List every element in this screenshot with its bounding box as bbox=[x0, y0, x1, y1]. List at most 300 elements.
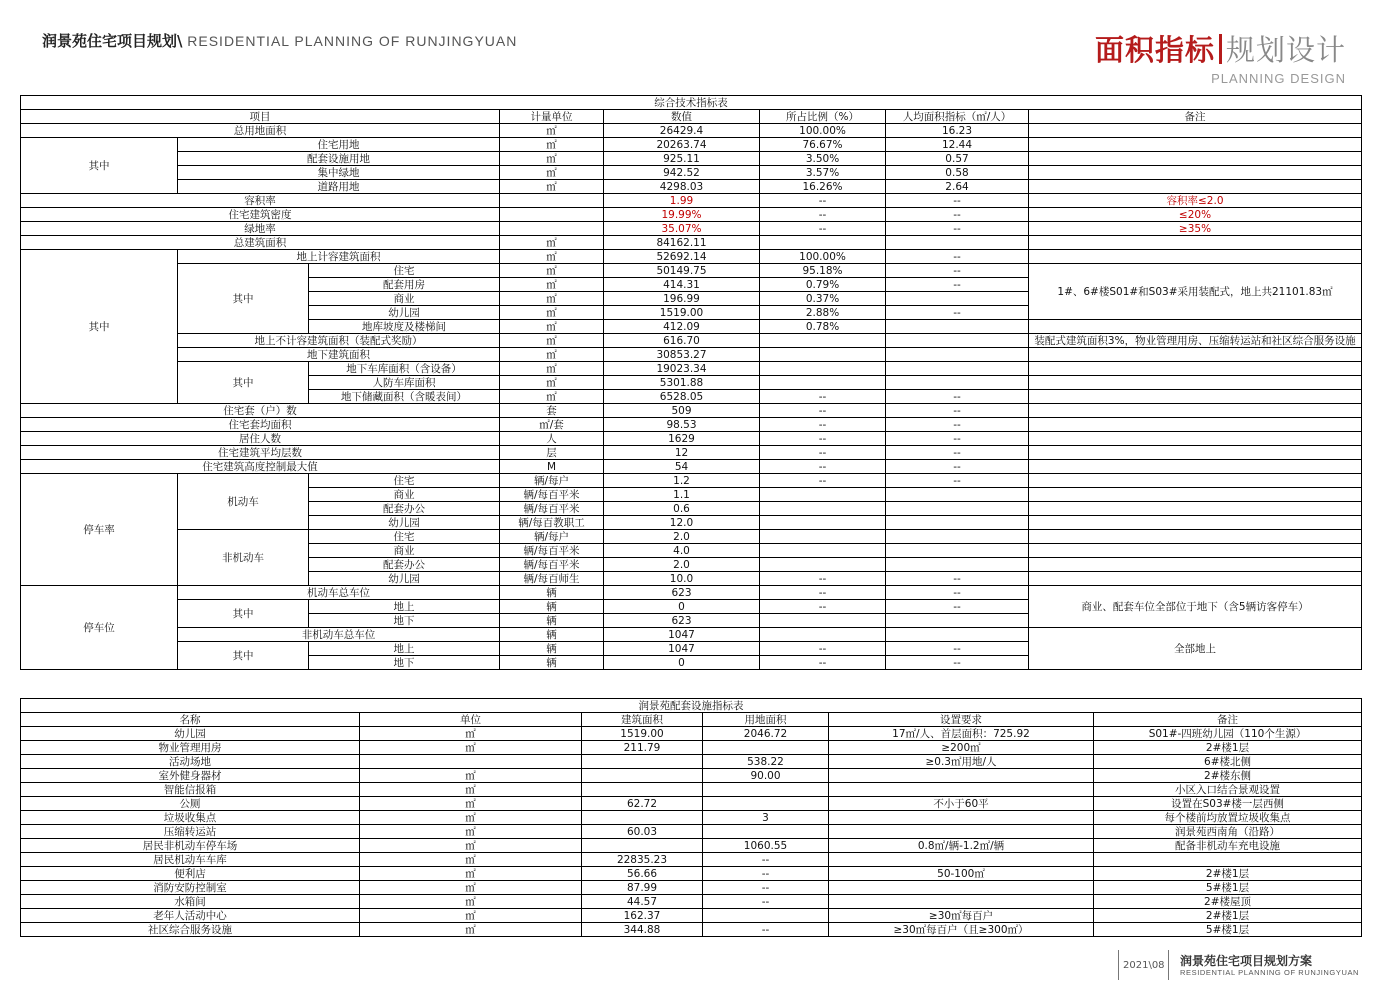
table-row bbox=[21, 769, 1362, 783]
cell: 容积率 bbox=[21, 194, 500, 208]
cell bbox=[1029, 572, 1362, 586]
table-row bbox=[21, 895, 1362, 909]
col-header: 人均面积指标（㎡/人） bbox=[886, 110, 1029, 124]
cell: -- bbox=[703, 923, 829, 937]
cell: 509 bbox=[604, 404, 760, 418]
cell bbox=[886, 376, 1029, 390]
cell: 消防安防控制室 bbox=[21, 881, 360, 895]
cell: 26429.4 bbox=[604, 124, 760, 138]
col-header: 数值 bbox=[604, 110, 760, 124]
tech-index-table bbox=[20, 95, 1362, 670]
cell bbox=[1029, 348, 1362, 362]
cell: 5#楼1层 bbox=[1094, 881, 1362, 895]
cell bbox=[760, 236, 886, 250]
page-title-cn: 润景苑住宅项目规划\ bbox=[42, 32, 183, 50]
cell bbox=[1029, 516, 1362, 530]
cell: -- bbox=[760, 460, 886, 474]
note-cell: 全部地上 bbox=[1029, 628, 1362, 670]
cell: 辆/每户 bbox=[500, 530, 604, 544]
cell bbox=[1029, 376, 1362, 390]
cell bbox=[1029, 544, 1362, 558]
table-row bbox=[21, 236, 1362, 250]
cell: -- bbox=[760, 194, 886, 208]
cell bbox=[760, 530, 886, 544]
cell: ㎡ bbox=[500, 236, 604, 250]
table-row bbox=[21, 432, 1362, 446]
cell bbox=[582, 769, 703, 783]
cell bbox=[760, 362, 886, 376]
cell: 道路用地 bbox=[178, 180, 500, 194]
table-row bbox=[21, 811, 1362, 825]
footer-divider bbox=[1168, 950, 1169, 980]
cell bbox=[886, 544, 1029, 558]
cell: 50-100㎡ bbox=[829, 867, 1094, 881]
cell: 辆/每百平米 bbox=[500, 558, 604, 572]
group-label: 其中 bbox=[178, 600, 309, 628]
cell: 配套办公 bbox=[309, 558, 500, 572]
cell: 商业 bbox=[309, 488, 500, 502]
cell: 总建筑面积 bbox=[21, 236, 500, 250]
cell: S01#-四班幼儿园（110个生源） bbox=[1094, 727, 1362, 741]
tech-index-table-wrap bbox=[20, 95, 1361, 670]
cell: 润景苑西南角（沿路） bbox=[1094, 825, 1362, 839]
cell: 辆 bbox=[500, 614, 604, 628]
cell bbox=[886, 292, 1029, 306]
group-label: 停车位 bbox=[21, 586, 178, 670]
cell: 住宅建筑平均层数 bbox=[21, 446, 500, 460]
cell: ㎡ bbox=[500, 278, 604, 292]
cell: 配套设施用地 bbox=[178, 152, 500, 166]
cell: 每个楼前均放置垃圾收集点 bbox=[1094, 811, 1362, 825]
cell: 2#楼1层 bbox=[1094, 741, 1362, 755]
table-caption: 综合技术指标表 bbox=[21, 96, 1362, 110]
cell bbox=[1029, 488, 1362, 502]
cell: 22835.23 bbox=[582, 853, 703, 867]
cell bbox=[1094, 853, 1362, 867]
cell: 住宅 bbox=[309, 474, 500, 488]
cell: ㎡/套 bbox=[500, 418, 604, 432]
cell: 辆/每户 bbox=[500, 474, 604, 488]
table-row bbox=[21, 825, 1362, 839]
cell: 4298.03 bbox=[604, 180, 760, 194]
cell: 0 bbox=[604, 656, 760, 670]
cell: 538.22 bbox=[703, 755, 829, 769]
brand-en: PLANNING DESIGN bbox=[1211, 71, 1346, 86]
cell: -- bbox=[886, 250, 1029, 264]
cell: 196.99 bbox=[604, 292, 760, 306]
table-row bbox=[21, 839, 1362, 853]
cell: 辆/每百师生 bbox=[500, 572, 604, 586]
cell: 414.31 bbox=[604, 278, 760, 292]
cell: ≤20% bbox=[1029, 208, 1362, 222]
cell bbox=[582, 783, 703, 797]
cell bbox=[703, 825, 829, 839]
cell: 公厕 bbox=[21, 797, 360, 811]
cell bbox=[886, 488, 1029, 502]
cell: -- bbox=[886, 460, 1029, 474]
cell: 配套用房 bbox=[309, 278, 500, 292]
cell: 0.8㎡/辆-1.2㎡/辆 bbox=[829, 839, 1094, 853]
cell: ≥35% bbox=[1029, 222, 1362, 236]
cell: 室外健身器材 bbox=[21, 769, 360, 783]
cell bbox=[886, 516, 1029, 530]
brand-red: 面积指标 bbox=[1094, 33, 1215, 67]
cell: -- bbox=[760, 446, 886, 460]
cell bbox=[1029, 558, 1362, 572]
cell bbox=[1029, 530, 1362, 544]
cell: -- bbox=[703, 881, 829, 895]
cell: 1519.00 bbox=[582, 727, 703, 741]
cell: 44.57 bbox=[582, 895, 703, 909]
cell bbox=[1029, 418, 1362, 432]
cell bbox=[703, 909, 829, 923]
col-header: 备注 bbox=[1094, 713, 1362, 727]
cell bbox=[760, 628, 886, 642]
cell: -- bbox=[886, 656, 1029, 670]
page-title-en: RESIDENTIAL PLANNING OF RUNJINGYUAN bbox=[187, 33, 518, 49]
table-row bbox=[21, 755, 1362, 769]
cell: ㎡ bbox=[500, 264, 604, 278]
cell: -- bbox=[760, 600, 886, 614]
cell: 90.00 bbox=[703, 769, 829, 783]
table-row bbox=[21, 881, 1362, 895]
col-header: 项目 bbox=[21, 110, 500, 124]
cell: 地下 bbox=[309, 656, 500, 670]
cell: 住宅套均面积 bbox=[21, 418, 500, 432]
table-header bbox=[21, 713, 1362, 727]
cell: 19.99% bbox=[604, 208, 760, 222]
cell: -- bbox=[886, 278, 1029, 292]
table-row bbox=[21, 348, 1362, 362]
cell: 辆 bbox=[500, 586, 604, 600]
cell: 100.00% bbox=[760, 250, 886, 264]
table-row bbox=[21, 166, 1362, 180]
cell: -- bbox=[760, 656, 886, 670]
cell: -- bbox=[886, 572, 1029, 586]
table-row bbox=[21, 628, 1362, 642]
cell: 水箱间 bbox=[21, 895, 360, 909]
cell: 2.0 bbox=[604, 558, 760, 572]
cell: ㎡ bbox=[500, 152, 604, 166]
cell: 344.88 bbox=[582, 923, 703, 937]
cell: -- bbox=[760, 390, 886, 404]
table-row bbox=[21, 727, 1362, 741]
cell: 居民非机动车停车场 bbox=[21, 839, 360, 853]
table-row bbox=[21, 404, 1362, 418]
facility-table-body bbox=[21, 727, 1362, 937]
cell: 16.23 bbox=[886, 124, 1029, 138]
group-label: 停车率 bbox=[21, 474, 178, 586]
cell bbox=[886, 320, 1029, 334]
cell: 辆 bbox=[500, 642, 604, 656]
cell: 2046.72 bbox=[703, 727, 829, 741]
cell: 0 bbox=[604, 600, 760, 614]
table-caption: 润景苑配套设施指标表 bbox=[21, 699, 1362, 713]
cell: 62.72 bbox=[582, 797, 703, 811]
cell bbox=[500, 222, 604, 236]
cell: 小区入口结合景观设置 bbox=[1094, 783, 1362, 797]
page-title bbox=[42, 30, 517, 51]
cell bbox=[1029, 138, 1362, 152]
cell: 老年人活动中心 bbox=[21, 909, 360, 923]
cell: -- bbox=[886, 446, 1029, 460]
cell: -- bbox=[703, 895, 829, 909]
cell: 1047 bbox=[604, 628, 760, 642]
cell bbox=[886, 530, 1029, 544]
cell: 容积率≤2.0 bbox=[1029, 194, 1362, 208]
cell: 幼儿园 bbox=[309, 572, 500, 586]
cell: 地上 bbox=[309, 642, 500, 656]
cell: 商业 bbox=[309, 544, 500, 558]
cell bbox=[500, 194, 604, 208]
cell bbox=[582, 811, 703, 825]
cell: -- bbox=[760, 474, 886, 488]
cell: 压缩转运站 bbox=[21, 825, 360, 839]
cell bbox=[1029, 236, 1362, 250]
cell: 智能信报箱 bbox=[21, 783, 360, 797]
cell: 地下 bbox=[309, 614, 500, 628]
note-cell: 1#、6#楼S01#和S03#采用装配式，地上共21101.83㎡ bbox=[1029, 264, 1362, 320]
cell: -- bbox=[703, 853, 829, 867]
table-row bbox=[21, 474, 1362, 488]
cell: 活动场地 bbox=[21, 755, 360, 769]
cell bbox=[886, 362, 1029, 376]
table-row bbox=[21, 530, 1362, 544]
cell: -- bbox=[886, 642, 1029, 656]
cell bbox=[760, 348, 886, 362]
table-row bbox=[21, 362, 1362, 376]
cell: -- bbox=[886, 222, 1029, 236]
cell: 居住人数 bbox=[21, 432, 500, 446]
cell: 绿地率 bbox=[21, 222, 500, 236]
table-row bbox=[21, 741, 1362, 755]
cell bbox=[886, 502, 1029, 516]
cell: ㎡ bbox=[360, 881, 582, 895]
brand-gray: 规划设计 bbox=[1225, 33, 1346, 67]
cell bbox=[760, 558, 886, 572]
cell: ㎡ bbox=[360, 783, 582, 797]
cell: -- bbox=[703, 867, 829, 881]
cell: -- bbox=[886, 474, 1029, 488]
cell: 616.70 bbox=[604, 334, 760, 348]
cell: 942.52 bbox=[604, 166, 760, 180]
cell: 地下储藏面积（含暖表间） bbox=[309, 390, 500, 404]
table-header bbox=[21, 110, 1362, 124]
cell: 20263.74 bbox=[604, 138, 760, 152]
cell: ㎡ bbox=[360, 825, 582, 839]
cell: 住宅 bbox=[309, 264, 500, 278]
cell: ㎡ bbox=[360, 727, 582, 741]
cell: 50149.75 bbox=[604, 264, 760, 278]
cell: 0.79% bbox=[760, 278, 886, 292]
cell: 辆 bbox=[500, 628, 604, 642]
cell: ㎡ bbox=[360, 853, 582, 867]
cell: ≥200㎡ bbox=[829, 741, 1094, 755]
cell: 幼儿园 bbox=[309, 306, 500, 320]
cell: 人 bbox=[500, 432, 604, 446]
cell: 商业 bbox=[309, 292, 500, 306]
cell bbox=[703, 783, 829, 797]
table-row bbox=[21, 194, 1362, 208]
group-label: 其中 bbox=[178, 362, 309, 404]
cell: -- bbox=[886, 418, 1029, 432]
cell: 35.07% bbox=[604, 222, 760, 236]
cell bbox=[1029, 250, 1362, 264]
cell: -- bbox=[760, 418, 886, 432]
cell: ㎡ bbox=[500, 138, 604, 152]
cell: -- bbox=[886, 194, 1029, 208]
cell bbox=[1029, 180, 1362, 194]
cell: 住宅建筑高度控制最大值 bbox=[21, 460, 500, 474]
cell bbox=[1029, 432, 1362, 446]
cell: 2.0 bbox=[604, 530, 760, 544]
cell: -- bbox=[886, 404, 1029, 418]
cell bbox=[703, 797, 829, 811]
cell: ㎡ bbox=[360, 839, 582, 853]
cell: ㎡ bbox=[500, 166, 604, 180]
cell: 1047 bbox=[604, 642, 760, 656]
cell bbox=[500, 208, 604, 222]
cell: 辆 bbox=[500, 600, 604, 614]
cell: ㎡ bbox=[360, 895, 582, 909]
cell: M bbox=[500, 460, 604, 474]
cell bbox=[1029, 502, 1362, 516]
table-row bbox=[21, 152, 1362, 166]
table-row bbox=[21, 138, 1362, 152]
table-row bbox=[21, 250, 1362, 264]
col-header: 计量单位 bbox=[500, 110, 604, 124]
cell bbox=[703, 741, 829, 755]
cell: 居民机动车车库 bbox=[21, 853, 360, 867]
cell bbox=[886, 628, 1029, 642]
cell: 配备非机动车充电设施 bbox=[1094, 839, 1362, 853]
cell: 6#楼北侧 bbox=[1094, 755, 1362, 769]
cell: ㎡ bbox=[500, 348, 604, 362]
cell: 不小于60平 bbox=[829, 797, 1094, 811]
cell bbox=[829, 895, 1094, 909]
cell bbox=[760, 502, 886, 516]
cell: ㎡ bbox=[360, 769, 582, 783]
cell: 0.37% bbox=[760, 292, 886, 306]
table-row bbox=[21, 418, 1362, 432]
group-label: 机动车 bbox=[178, 474, 309, 530]
cell: 623 bbox=[604, 614, 760, 628]
cell bbox=[1029, 166, 1362, 180]
cell: 162.37 bbox=[582, 909, 703, 923]
cell bbox=[829, 881, 1094, 895]
cell: 100.00% bbox=[760, 124, 886, 138]
cell: 地上不计容建筑面积（装配式奖励） bbox=[178, 334, 500, 348]
cell: 套 bbox=[500, 404, 604, 418]
table-row bbox=[21, 909, 1362, 923]
footer-date: 2021\08 bbox=[1123, 960, 1165, 971]
cell: 装配式建筑面积3%，物业管理用房、压缩转运站和社区综合服务设施 bbox=[1029, 334, 1362, 348]
cell: 4.0 bbox=[604, 544, 760, 558]
table-row bbox=[21, 208, 1362, 222]
cell: ㎡ bbox=[360, 867, 582, 881]
cell: 非机动车总车位 bbox=[178, 628, 500, 642]
cell: 层 bbox=[500, 446, 604, 460]
cell: ㎡ bbox=[500, 362, 604, 376]
cell: 5#楼1层 bbox=[1094, 923, 1362, 937]
cell: 623 bbox=[604, 586, 760, 600]
cell: 17㎡/人、首层面积：725.92 bbox=[829, 727, 1094, 741]
cell: 地库坡度及楼梯间 bbox=[309, 320, 500, 334]
cell: -- bbox=[760, 222, 886, 236]
cell: 幼儿园 bbox=[309, 516, 500, 530]
cell bbox=[829, 769, 1094, 783]
table-row bbox=[21, 853, 1362, 867]
cell: -- bbox=[886, 390, 1029, 404]
cell: ㎡ bbox=[360, 741, 582, 755]
group-label: 其中 bbox=[21, 138, 178, 194]
cell bbox=[886, 558, 1029, 572]
cell bbox=[1029, 390, 1362, 404]
facility-table-wrap bbox=[20, 698, 1361, 937]
cell: 2#楼1层 bbox=[1094, 909, 1362, 923]
cell: 3 bbox=[703, 811, 829, 825]
cell: 5301.88 bbox=[604, 376, 760, 390]
cell: 0.57 bbox=[886, 152, 1029, 166]
table-row bbox=[21, 867, 1362, 881]
cell: 16.26% bbox=[760, 180, 886, 194]
cell: 211.79 bbox=[582, 741, 703, 755]
cell: ㎡ bbox=[360, 811, 582, 825]
cell: 2#楼1层 bbox=[1094, 867, 1362, 881]
cell: 住宅 bbox=[309, 530, 500, 544]
cell bbox=[886, 236, 1029, 250]
cell: ≥30㎡每百户（且≥300㎡） bbox=[829, 923, 1094, 937]
cell: 30853.27 bbox=[604, 348, 760, 362]
cell: 辆/每百教职工 bbox=[500, 516, 604, 530]
cell: ㎡ bbox=[500, 124, 604, 138]
cell: -- bbox=[886, 264, 1029, 278]
cell bbox=[829, 811, 1094, 825]
cell: 配套办公 bbox=[309, 502, 500, 516]
cell: 1.1 bbox=[604, 488, 760, 502]
cell: 社区综合服务设施 bbox=[21, 923, 360, 937]
cell: 412.09 bbox=[604, 320, 760, 334]
cell: 物业管理用房 bbox=[21, 741, 360, 755]
group-label: 其中 bbox=[178, 264, 309, 334]
cell: ㎡ bbox=[500, 180, 604, 194]
cell: -- bbox=[760, 642, 886, 656]
cell: 12.0 bbox=[604, 516, 760, 530]
cell: 1.2 bbox=[604, 474, 760, 488]
col-header: 所占比例（%） bbox=[760, 110, 886, 124]
cell bbox=[829, 853, 1094, 867]
cell: 地上 bbox=[309, 600, 500, 614]
cell bbox=[760, 488, 886, 502]
cell bbox=[1029, 404, 1362, 418]
cell: 3.57% bbox=[760, 166, 886, 180]
table-row bbox=[21, 124, 1362, 138]
table-row bbox=[21, 222, 1362, 236]
cell: ㎡ bbox=[500, 320, 604, 334]
cell: 6528.05 bbox=[604, 390, 760, 404]
cell: 便利店 bbox=[21, 867, 360, 881]
col-header: 设置要求 bbox=[829, 713, 1094, 727]
cell: ≥30㎡每百户 bbox=[829, 909, 1094, 923]
cell bbox=[1029, 362, 1362, 376]
group-label: 其中 bbox=[21, 250, 178, 404]
brand-divider bbox=[1219, 34, 1222, 64]
table-row bbox=[21, 923, 1362, 937]
cell: -- bbox=[886, 586, 1029, 600]
cell: 10.0 bbox=[604, 572, 760, 586]
table-row bbox=[21, 460, 1362, 474]
cell bbox=[1029, 152, 1362, 166]
